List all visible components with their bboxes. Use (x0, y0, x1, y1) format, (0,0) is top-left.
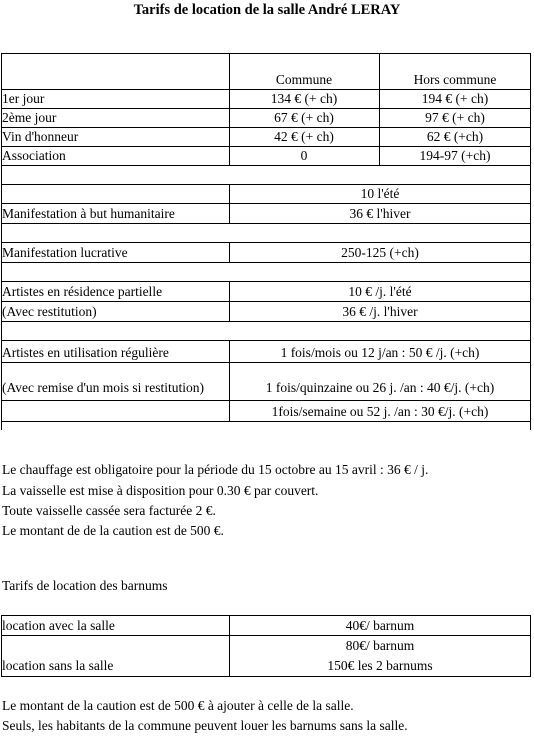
table-row (1, 282, 531, 302)
barnum-avec-salle-price: 40€/ barnum (345, 618, 415, 633)
table-row (1, 243, 531, 263)
barnum-sans-salle-label: location sans la salle (2, 658, 114, 673)
note-chauffage: Le chauffage est obligatoire pour la période du 15 octobre au 15 avril : 36 € / j. (2, 462, 429, 477)
table-row (1, 616, 531, 636)
column-header-hors-commune: Hors commune (413, 72, 497, 87)
column-header-commune: Commune (275, 72, 333, 87)
table-row (1, 90, 531, 109)
table-row (1, 636, 531, 677)
humanitaire-label: Manifestation à but humanitaire (2, 206, 175, 221)
price-commune-association: 0 (300, 148, 308, 163)
spacer-row (1, 322, 531, 341)
price-commune-1er-jour: 134 € (+ ch) (270, 91, 338, 106)
lucrative-label: Manifestation lucrative (2, 245, 128, 260)
reguliere-sublabel: (Avec remise d'un mois si restitution) (2, 380, 205, 395)
main-rate-table (1, 53, 531, 422)
table-row (1, 147, 531, 166)
barnum-table (1, 615, 531, 677)
row-label-vin-d-honneur: Vin d'honneur (2, 129, 79, 144)
spacer-row (1, 263, 531, 282)
reguliere-semaine-price: 1fois/semaine ou 52 j. /an : 30 €/j. (+ch) (271, 404, 489, 419)
price-hors-commune-vin-d-honneur: 62 € (+ch) (426, 129, 484, 144)
note-caution: Le montant de de la caution est de 500 €. (2, 523, 224, 538)
spacer-row (1, 224, 531, 243)
barnums-heading: Tarifs de location des barnums (2, 578, 168, 593)
price-commune-vin-d-honneur: 42 € (+ ch) (274, 129, 334, 144)
table-row (1, 401, 531, 422)
row-label-2eme-jour: 2ème jour (2, 110, 57, 125)
footer-habitants: Seuls, les habitants de la commune peuvent louer les barnums sans la salle. (2, 718, 408, 733)
humanitaire-ete-price: 10 l'été (360, 186, 400, 201)
price-hors-commune-association: 194-97 (+ch) (419, 148, 491, 163)
table-row (1, 341, 531, 363)
reguliere-label: Artistes en utilisation régulière (2, 345, 169, 360)
table-header-row (1, 54, 531, 90)
table-row (1, 302, 531, 322)
humanitaire-hiver-price: 36 € l'hiver (349, 206, 411, 221)
price-hors-commune-2eme-jour: 97 € (+ ch) (425, 110, 485, 125)
reguliere-mois-price: 1 fois/mois ou 12 j/an : 50 € /j. (+ch) (280, 345, 480, 360)
barnum-avec-salle-label: location avec la salle (2, 618, 115, 633)
reguliere-quinzaine-price: 1 fois/quinzaine ou 26 j. /an : 40 €/j. (+ch) (265, 380, 495, 395)
residence-ete-price: 10 € /j. l'été (348, 284, 412, 299)
lucrative-price: 250-125 (+ch) (341, 245, 419, 260)
table-row (1, 128, 531, 147)
spacer-row (1, 166, 531, 185)
barnum-sans-salle-price-single: 80€/ barnum (345, 638, 415, 653)
page-title: Tarifs de location de la salle André LERAY (133, 2, 401, 18)
price-hors-commune-1er-jour: 194 € (+ ch) (421, 91, 489, 106)
row-label-association: Association (2, 148, 66, 163)
residence-sublabel: (Avec restitution) (2, 304, 97, 319)
row-label-1er-jour: 1er jour (2, 91, 45, 106)
residence-label: Artistes en résidence partielle (2, 284, 163, 299)
table-row (1, 109, 531, 128)
note-vaisselle-cassee: Toute vaisselle cassée sera facturée 2 €. (2, 503, 216, 518)
footer-caution-barnum: Le montant de la caution est de 500 € à ajouter à celle de la salle. (2, 698, 354, 713)
residence-hiver-price: 36 € /j. l'hiver (342, 304, 418, 319)
table-row (1, 204, 531, 224)
price-commune-2eme-jour: 67 € (+ ch) (274, 110, 334, 125)
table-row (1, 363, 531, 401)
barnum-sans-salle-price-pair: 150€ les 2 barnums (327, 658, 433, 673)
note-vaisselle: La vaisselle est mise à disposition pour 0.30 € par couvert. (2, 483, 319, 498)
